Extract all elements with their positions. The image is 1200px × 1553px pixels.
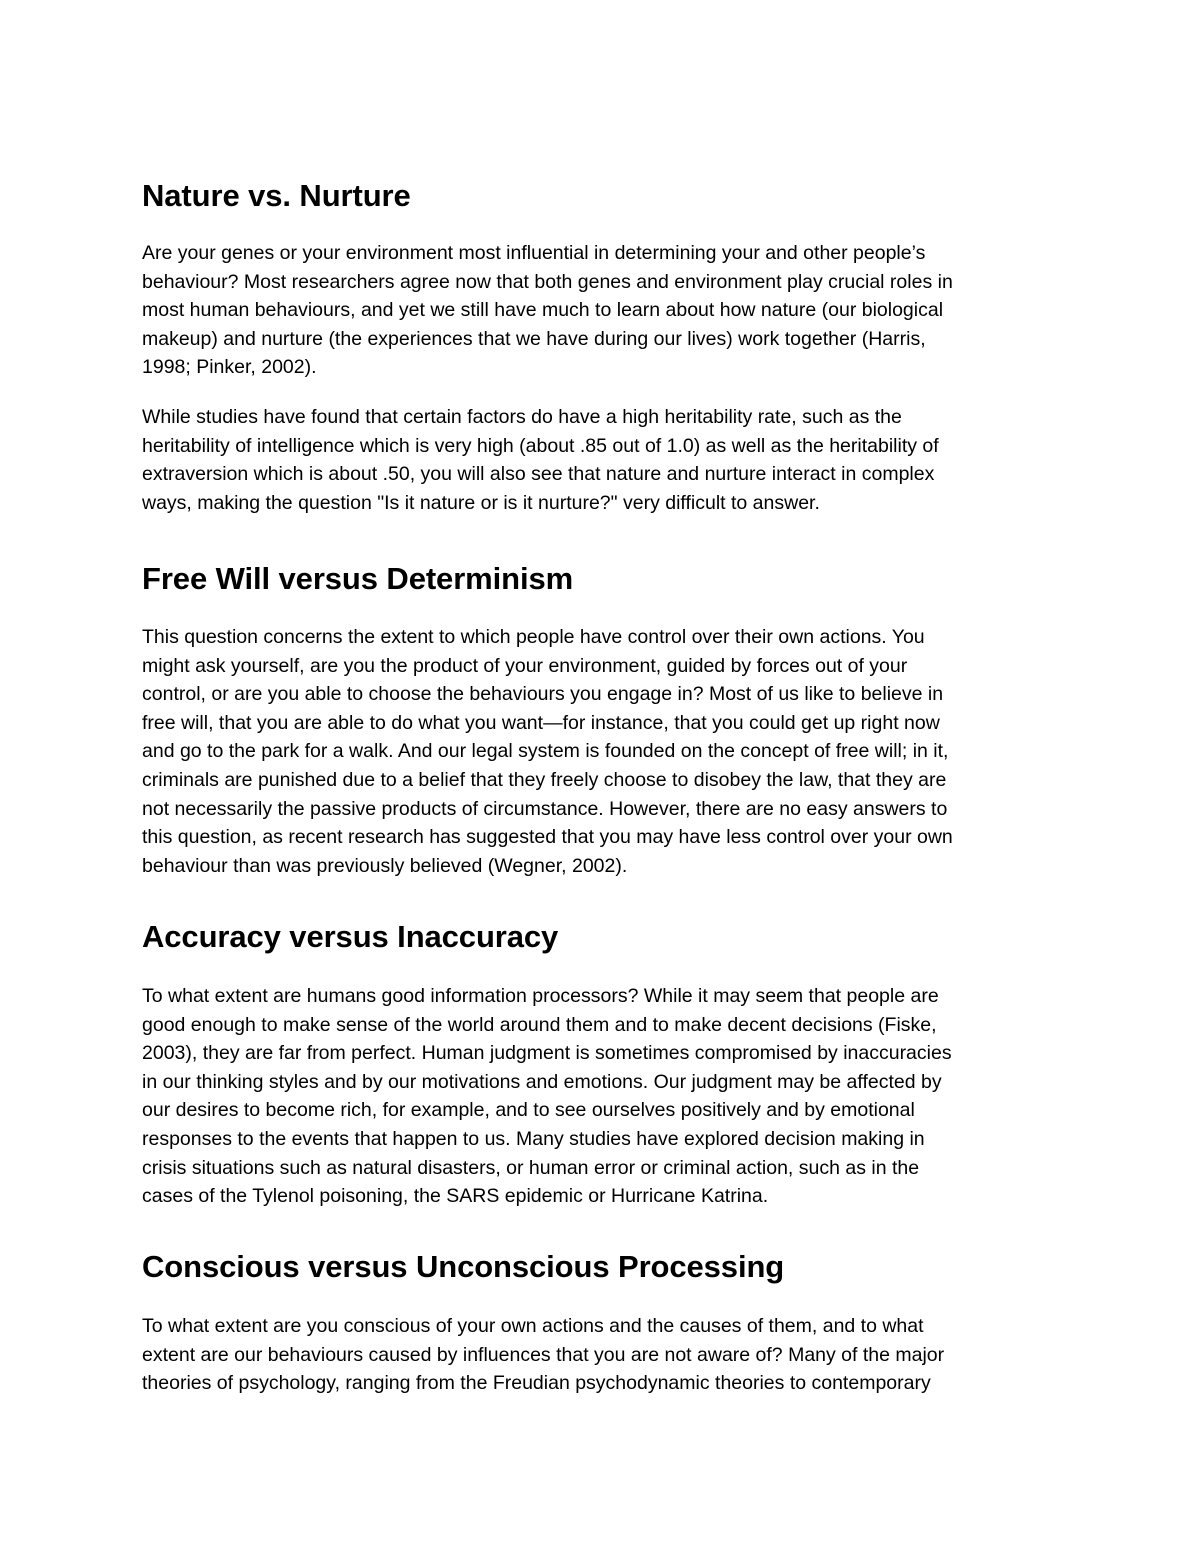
paragraph xyxy=(142,623,1062,880)
text-line: extent are our behaviours caused by influences that you are not aware of? Many of the major xyxy=(142,1343,945,1366)
section-heading: Conscious versus Unconscious Processing xyxy=(142,1249,785,1284)
text-line: theories of psychology, ranging from the Freudian psychodynamic theories to contemporary xyxy=(142,1372,931,1395)
paragraph xyxy=(142,982,1062,1211)
text-line: crisis situations such as natural disasters, or human error or criminal action, such as in the xyxy=(142,1156,920,1179)
text-line: extraversion which is about .50, you will also see that nature and nurture interact in complex xyxy=(142,463,935,486)
text-line: this question, as recent research has suggested that you may have less control over your own xyxy=(142,826,953,849)
text-line: Are your genes or your environment most influential in determining your and other people’s xyxy=(142,242,926,264)
text-line: To what extent are you conscious of your own actions and the causes of them, and to what xyxy=(142,1315,924,1337)
section-heading: Accuracy versus Inaccuracy xyxy=(142,919,559,954)
section-free-will xyxy=(142,559,1062,880)
paragraph xyxy=(142,1312,1062,1398)
section-accuracy xyxy=(142,917,1062,1211)
text-line: 1998; Pinker, 2002). xyxy=(142,356,317,379)
text-line: behaviour? Most researchers agree now that both genes and environment play crucial roles in xyxy=(142,270,953,293)
text-line: free will, that you are able to do what you want—for instance, that you could get up right now xyxy=(142,711,940,734)
paragraph xyxy=(142,239,1062,382)
text-line: To what extent are humans good information processors? While it may seem that people are xyxy=(142,985,939,1007)
text-line: not necessarily the passive products of circumstance. However, there are no easy answers to xyxy=(142,797,948,820)
text-line: good enough to make sense of the world around them and to make decent decisions (Fiske, xyxy=(142,1013,937,1036)
text-line: heritability of intelligence which is very high (about .85 out of 1.0) as well as the heritability of xyxy=(142,434,939,457)
text-line: 2003), they are far from perfect. Human judgment is sometimes compromised by inaccuracies xyxy=(142,1042,952,1065)
text-line: makeup) and nurture (the experiences that we have during our lives) work together (Harris, xyxy=(142,327,926,350)
text-line: behaviour than was previously believed (Wegner, 2002). xyxy=(142,854,628,877)
text-line: While studies have found that certain factors do have a high heritability rate, such as the xyxy=(142,405,902,428)
text-line: ways, making the question "Is it nature or is it nurture?" very difficult to answer. xyxy=(142,491,820,514)
text-line: control, or are you able to choose the behaviours you engage in? Most of us like to believe in xyxy=(142,683,944,706)
section-heading: Free Will versus Determinism xyxy=(142,561,574,596)
text-line: our desires to become rich, for example, and to see ourselves positively and by emotional xyxy=(142,1099,915,1122)
text-line: responses to the events that happen to us. Many studies have explored decision making in xyxy=(142,1127,925,1150)
section-conscious xyxy=(142,1247,1062,1398)
section-heading: Nature vs. Nurture xyxy=(142,178,411,213)
paragraph xyxy=(142,403,1062,517)
text-line: This question concerns the extent to which people have control over their own actions. You xyxy=(142,626,925,648)
section-nature-nurture xyxy=(142,176,1062,517)
text-line: criminals are punished due to a belief that they freely choose to disobey the law, that they are xyxy=(142,768,947,791)
text-line: and go to the park for a walk. And our legal system is founded on the concept of free will; in it, xyxy=(142,740,949,763)
text-line: in our thinking styles and by our motivations and emotions. Our judgment may be affected by xyxy=(142,1070,942,1093)
page-content xyxy=(142,0,1062,1553)
text-line: might ask yourself, are you the product of your environment, guided by forces out of your xyxy=(142,654,908,677)
text-line: cases of the Tylenol poisoning, the SARS epidemic or Hurricane Katrina. xyxy=(142,1185,769,1208)
text-line: most human behaviours, and yet we still have much to learn about how nature (our biological xyxy=(142,299,944,322)
